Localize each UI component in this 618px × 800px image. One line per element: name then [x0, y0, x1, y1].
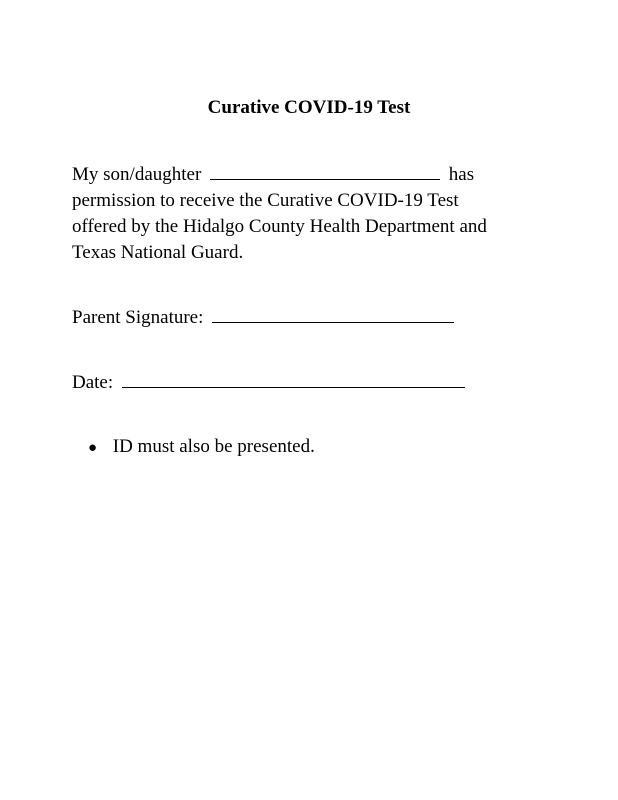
child-name-blank[interactable] — [210, 161, 440, 180]
id-requirement-bullet — [88, 434, 315, 461]
son-daughter-label: My son/daughter — [72, 164, 202, 185]
id-requirement-text: ID must also be presented. — [112, 436, 315, 457]
paragraph-line-3: offered by the Hidalgo County Health Department and — [72, 216, 487, 237]
paragraph-line-4: Texas National Guard. — [72, 242, 244, 263]
date-blank[interactable] — [122, 369, 465, 388]
document-title: Curative COVID-19 Test — [207, 97, 411, 118]
paragraph-line-1 — [72, 161, 542, 188]
permission-paragraph — [72, 161, 542, 266]
bullet-icon: ● — [88, 440, 98, 456]
parent-signature-label: Parent Signature: — [72, 307, 204, 328]
paragraph-line-2: permission to receive the Curative COVID-19 Test — [72, 190, 459, 211]
parent-signature-row — [72, 304, 458, 331]
date-row — [72, 369, 469, 396]
date-label: Date: — [72, 372, 114, 393]
has-word: has — [448, 164, 475, 185]
parent-signature-blank[interactable] — [212, 304, 454, 323]
